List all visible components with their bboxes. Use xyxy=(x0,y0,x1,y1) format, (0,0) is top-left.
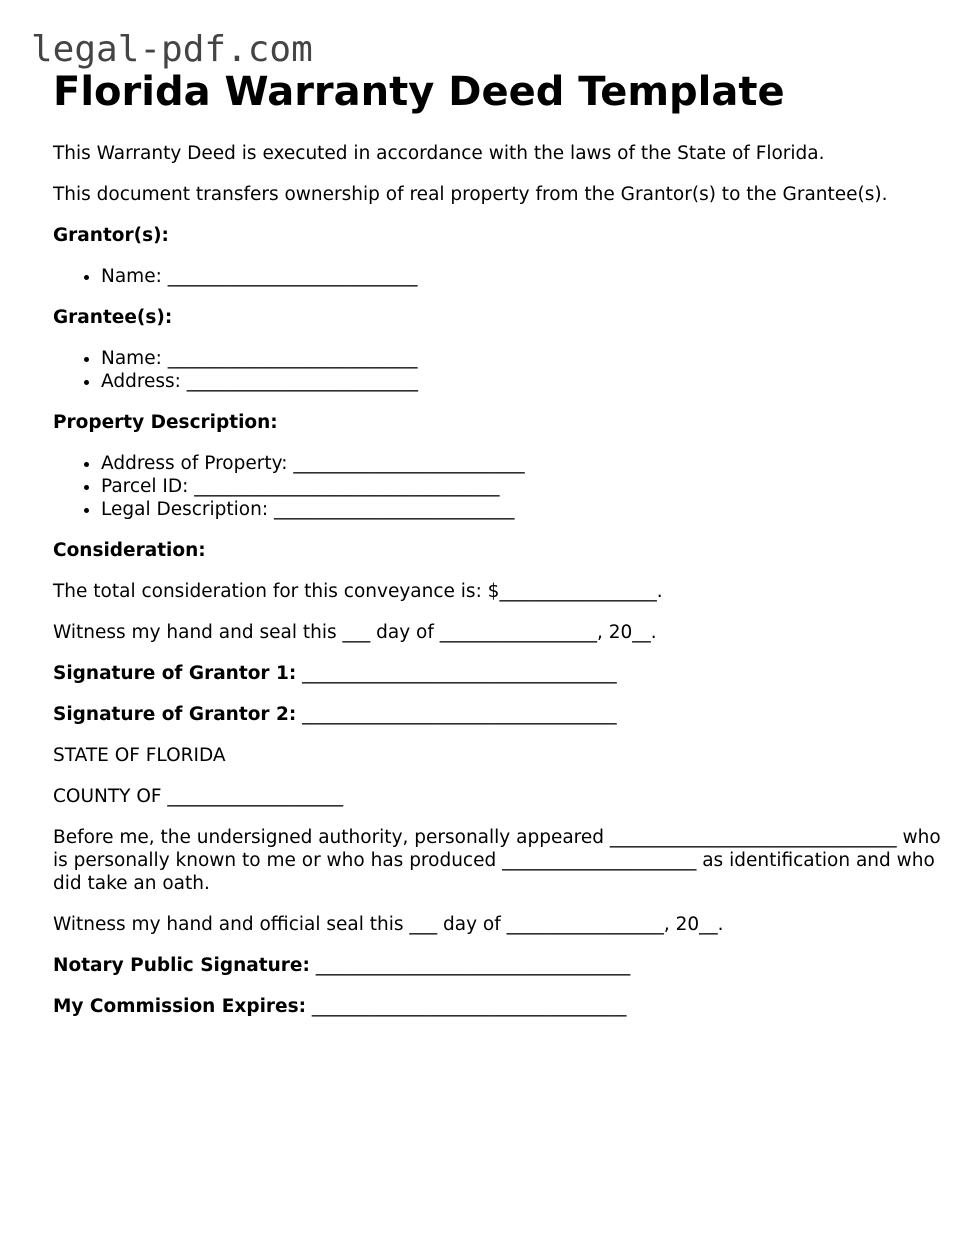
notary-signature-label: Notary Public Signature: xyxy=(53,955,310,976)
witness-date-field[interactable]: Witness my hand and seal this ___ day of _________________, 20__. xyxy=(53,622,657,643)
grantor1-signature-field[interactable]: __________________________________ xyxy=(302,663,617,684)
grantor-heading: Grantor(s): xyxy=(53,225,169,246)
watermark: legal-pdf.com xyxy=(31,29,313,70)
consideration-amount-field[interactable]: The total consideration for this conveyance is: $_________________. xyxy=(53,581,663,602)
property-heading: Property Description: xyxy=(53,412,278,433)
parcel-id-field[interactable]: • Parcel ID: _________________________________ xyxy=(101,475,953,498)
commission-expires-row xyxy=(53,995,953,1018)
grantor2-signature-field[interactable]: __________________________________ xyxy=(302,704,617,725)
notary-signature-field[interactable]: __________________________________ xyxy=(315,955,631,976)
notary-witness-date-field[interactable]: Witness my hand and official seal this ___ day of _________________, 20__. xyxy=(53,914,724,935)
document-body xyxy=(53,68,953,1036)
state-line: STATE OF FLORIDA xyxy=(53,745,226,766)
notary-signature-row xyxy=(53,954,953,977)
intro-paragraph: This document transfers ownership of real property from the Grantor(s) to the Grantee(s). xyxy=(53,184,888,205)
intro-paragraph: This Warranty Deed is executed in accordance with the laws of the State of Florida. xyxy=(53,143,825,164)
county-field[interactable]: COUNTY OF ___________________ xyxy=(53,786,344,807)
consideration-heading: Consideration: xyxy=(53,540,206,561)
commission-expires-label: My Commission Expires: xyxy=(53,996,307,1017)
grantor2-signature-label: Signature of Grantor 2: xyxy=(53,704,297,725)
grantee-heading: Grantee(s): xyxy=(53,307,173,328)
grantee-name-field[interactable]: • Name: ___________________________ xyxy=(101,347,953,370)
property-list xyxy=(53,452,953,521)
grantor-name-field[interactable]: • Name: ___________________________ xyxy=(101,265,953,288)
grantor1-signature-row xyxy=(53,662,953,685)
page-title: Florida Warranty Deed Template xyxy=(53,69,785,115)
grantor2-signature-row xyxy=(53,703,953,726)
grantee-address-field[interactable]: • Address: _________________________ xyxy=(101,370,953,393)
grantee-list xyxy=(53,347,953,393)
property-address-field[interactable]: • Address of Property: _________________________ xyxy=(101,452,953,475)
acknowledgment-paragraph[interactable]: Before me, the undersigned authority, personally appeared _______________________________ who is personally known to me or who has produced _____________________ as identification and who did take an oath. xyxy=(53,827,941,894)
grantor1-signature-label: Signature of Grantor 1: xyxy=(53,663,297,684)
commission-expires-field[interactable]: __________________________________ xyxy=(311,996,627,1017)
legal-description-field[interactable]: • Legal Description: __________________________ xyxy=(101,498,953,521)
grantor-list xyxy=(53,265,953,288)
